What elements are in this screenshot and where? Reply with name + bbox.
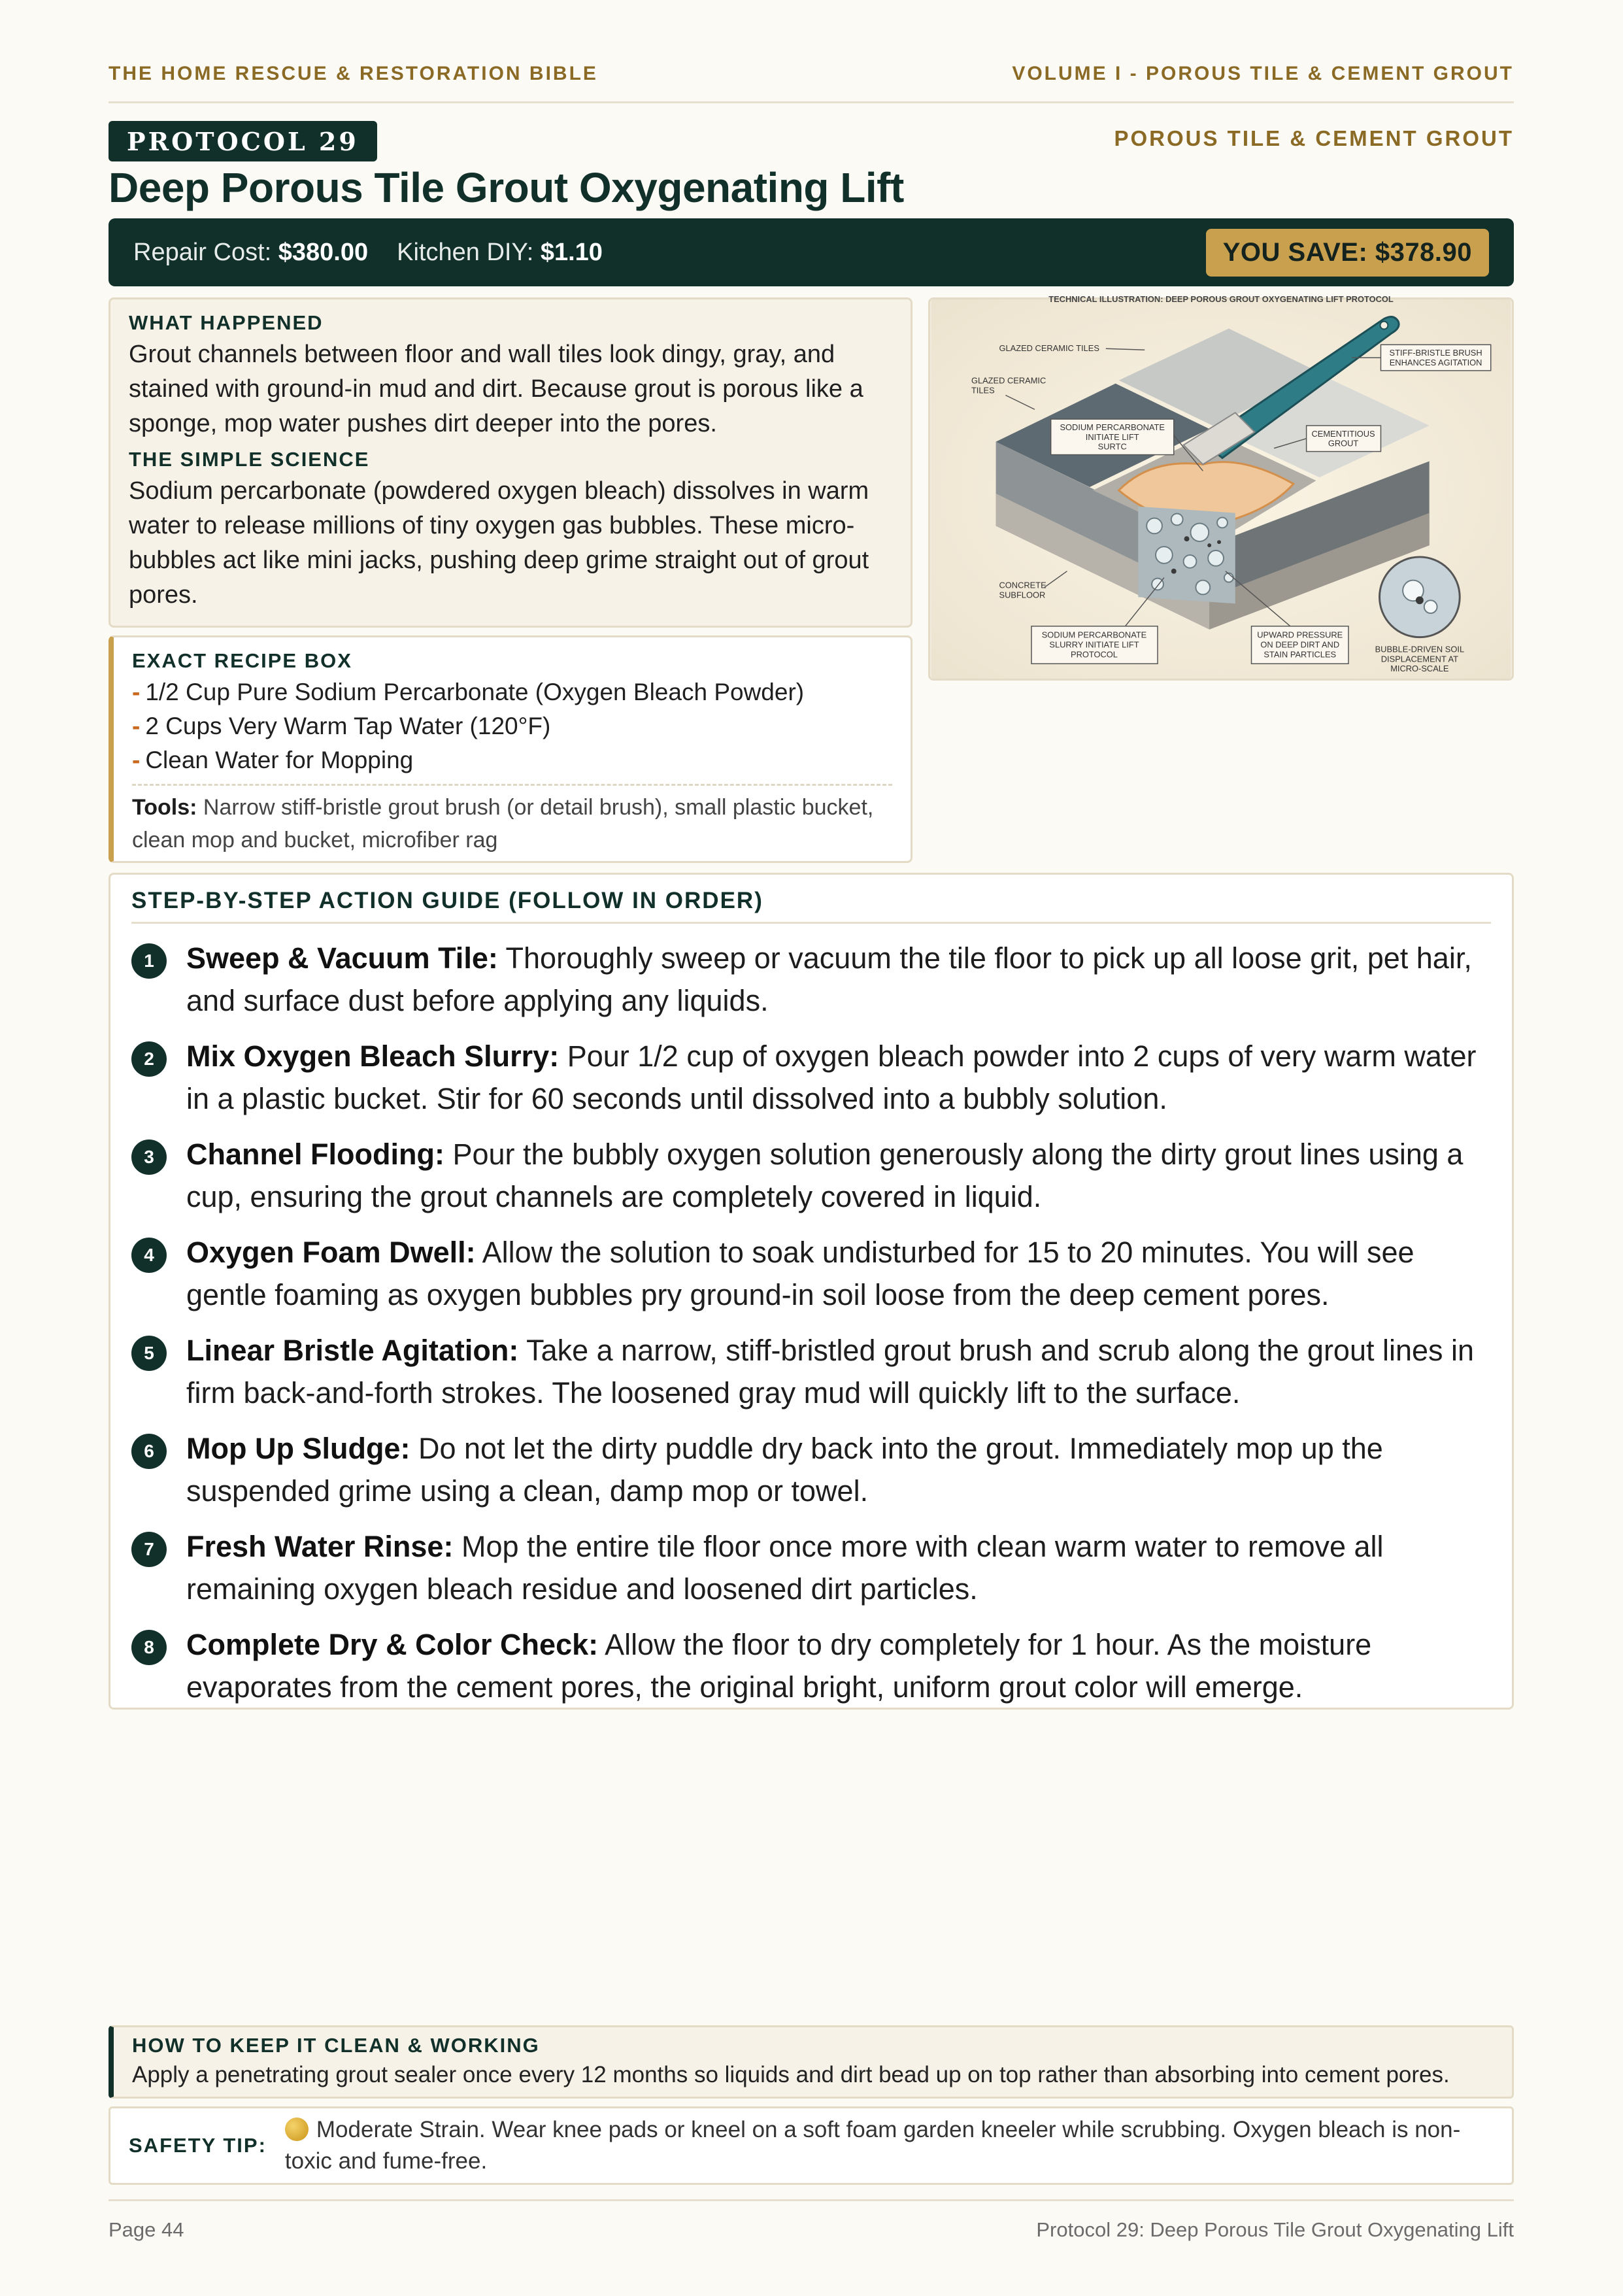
step-text: Thoroughly sweep or vacuum the tile floor to pick up all loose grit, pet hair, and surface dust before applying any liquids. <box>186 941 1472 1017</box>
recipe-list <box>132 675 892 777</box>
recipe-label: EXACT RECIPE BOX <box>132 649 352 672</box>
step-title: Mop Up Sludge: <box>186 1432 410 1465</box>
recipe-box <box>109 635 912 863</box>
step-title: Complete Dry & Color Check: <box>186 1628 599 1661</box>
step-number-badge: 5 <box>131 1336 167 1371</box>
svg-text:TILES: TILES <box>971 385 995 396</box>
cost-bar <box>109 218 1514 286</box>
tools-line <box>132 784 892 856</box>
volume-title: VOLUME I - POROUS TILE & CEMENT GROUT <box>1012 63 1514 84</box>
footer-reference: Protocol 29: Deep Porous Tile Grout Oxygenating Lift <box>1036 2218 1514 2241</box>
step-number-badge: 4 <box>131 1238 167 1273</box>
step-title: Linear Bristle Agitation: <box>186 1334 519 1367</box>
steps-title: STEP-BY-STEP ACTION GUIDE (FOLLOW IN ORDER) <box>131 888 1491 924</box>
page-title: Deep Porous Tile Grout Oxygenating Lift <box>109 164 904 211</box>
protocol-badge: PROTOCOL 29 <box>109 121 377 161</box>
svg-text:SLURRY INITIATE LIFT: SLURRY INITIATE LIFT <box>1049 639 1139 650</box>
diy-cost: Kitchen DIY: $1.10 <box>397 238 603 266</box>
what-happened-label: WHAT HAPPENED <box>129 311 324 334</box>
page-number: Page 44 <box>109 2218 184 2241</box>
recipe-item: - Clean Water for Mopping <box>132 747 414 773</box>
step-text: Allow the floor to dry completely for 1 hour. As the moisture evaporates from the cement pores, the original bright, uniform grout color will emerge. <box>186 1628 1372 1704</box>
step-item <box>131 1035 1491 1120</box>
maintenance-box <box>109 2025 1514 2099</box>
safety-text: Moderate Strain. Wear knee pads or kneel on a soft foam garden kneeler while scrubbing. Oxygen bleach is non-toxic and fume-free. <box>284 2117 1461 2174</box>
science-text: Sodium percarbonate (powdered oxygen bleach) dissolves in warm water to release millions of tiny oxygen gas bubbles. These micro-bubbles act like mini jacks, pushing deep grime straight out of grout pores. <box>129 477 869 609</box>
svg-text:CONCRETE: CONCRETE <box>999 580 1046 590</box>
savings-badge: YOU SAVE: $378.90 <box>1206 229 1489 277</box>
step-number-badge: 1 <box>131 943 167 979</box>
running-header <box>109 63 1514 103</box>
step-title: Oxygen Foam Dwell: <box>186 1236 476 1269</box>
svg-text:STIFF-BRISTLE BRUSH: STIFF-BRISTLE BRUSH <box>1389 348 1482 358</box>
step-item <box>131 1133 1491 1218</box>
step-text: Pour 1/2 cup of oxygen bleach powder into 2 cups of very warm water in a plastic bucket. Stir for 60 seconds until dissolved into a bubbly solution. <box>186 1039 1477 1115</box>
science-label: THE SIMPLE SCIENCE <box>129 448 370 471</box>
repair-cost-value: $380.00 <box>278 238 369 266</box>
step-title: Channel Flooding: <box>186 1138 444 1171</box>
running-footer <box>109 2199 1514 2242</box>
recipe-item: - 1/2 Cup Pure Sodium Percarbonate (Oxygen Bleach Powder) <box>132 679 805 705</box>
svg-text:SURTC: SURTC <box>1097 441 1127 452</box>
svg-text:SODIUM PERCARBONATE: SODIUM PERCARBONATE <box>1041 630 1147 640</box>
step-number-badge: 8 <box>131 1630 167 1665</box>
step-item <box>131 1623 1491 1708</box>
step-number-badge: 7 <box>131 1532 167 1567</box>
svg-text:SUBFLOOR: SUBFLOOR <box>999 590 1046 600</box>
svg-text:GLAZED CERAMIC: GLAZED CERAMIC <box>971 375 1046 386</box>
svg-text:CEMENTITIOUS: CEMENTITIOUS <box>1311 428 1375 439</box>
step-title: Mix Oxygen Bleach Slurry: <box>186 1039 560 1073</box>
page <box>109 0 1514 2296</box>
svg-text:UPWARD PRESSURE: UPWARD PRESSURE <box>1257 630 1343 640</box>
tools-label: Tools: <box>132 795 197 820</box>
info-box <box>109 297 912 628</box>
label-glazed-tiles: GLAZED CERAMIC TILES <box>999 343 1099 354</box>
step-number-badge: 3 <box>131 1140 167 1175</box>
recipe-item: - 2 Cups Very Warm Tap Water (120°F) <box>132 713 551 739</box>
svg-text:PROTOCOL: PROTOCOL <box>1071 649 1118 660</box>
safety-box <box>109 2106 1514 2185</box>
svg-text:ON DEEP DIRT AND: ON DEEP DIRT AND <box>1260 639 1340 650</box>
protocol-category: POROUS TILE & CEMENT GROUT <box>1114 126 1514 150</box>
book-title: THE HOME RESCUE & RESTORATION BIBLE <box>109 63 598 84</box>
tools-text: Narrow stiff-bristle grout brush (or detail brush), small plastic bucket, clean mop and bucket, microfiber rag <box>132 795 874 853</box>
step-item <box>131 1427 1491 1512</box>
step-text: Pour the bubbly oxygen solution generously along the dirty grout lines using a cup, ensuring the grout channels are completely covered in liquid. <box>186 1138 1464 1213</box>
yellow-dot-icon <box>285 2118 309 2141</box>
svg-text:ENHANCES AGITATION: ENHANCES AGITATION <box>1389 357 1482 367</box>
maintenance-label: HOW TO KEEP IT CLEAN & WORKING <box>132 2034 540 2057</box>
step-number-badge: 6 <box>131 1434 167 1469</box>
svg-text:MICRO-SCALE: MICRO-SCALE <box>1390 664 1449 674</box>
steps-box <box>109 873 1514 1710</box>
maintenance-text: Apply a penetrating grout sealer once every 12 months so liquids and dirt bead up on top rather than absorbing into cement pores. <box>132 2062 1450 2087</box>
step-text: Do not let the dirty puddle dry back into the grout. Immediately mop up the suspended grime using a clean, damp mop or towel. <box>186 1432 1383 1508</box>
safety-label: SAFETY TIP: <box>129 2134 267 2157</box>
step-item <box>131 1329 1491 1414</box>
grout-cross-section-illustration <box>930 294 1512 679</box>
step-title: Fresh Water Rinse: <box>186 1530 454 1563</box>
svg-text:STAIN PARTICLES: STAIN PARTICLES <box>1263 649 1337 660</box>
step-item <box>131 1525 1491 1610</box>
repair-cost: Repair Cost: $380.00 <box>133 238 369 266</box>
step-text: Mop the entire tile floor once more with clean warm water to remove all remaining oxygen bleach residue and loosened dirt particles. <box>186 1530 1384 1606</box>
step-item <box>131 1231 1491 1316</box>
svg-text:BUBBLE-DRIVEN SOIL: BUBBLE-DRIVEN SOIL <box>1375 644 1465 654</box>
step-text: Take a narrow, stiff-bristled grout brush and scrub along the grout lines in firm back-and-forth strokes. The loosened gray mud will quickly lift to the surface. <box>186 1334 1475 1410</box>
step-text: Allow the solution to soak undisturbed for 15 to 20 minutes. You will see gentle foaming as oxygen bubbles pry ground-in soil loose from the deep cement pores. <box>186 1236 1414 1311</box>
illus-header: TECHNICAL ILLUSTRATION: DEEP POROUS GROUT OXYGENATING LIFT PROTOCOL <box>1048 294 1394 304</box>
step-item <box>131 937 1491 1022</box>
step-number-badge: 2 <box>131 1041 167 1077</box>
diy-cost-value: $1.10 <box>540 238 603 266</box>
svg-text:DISPLACEMENT AT: DISPLACEMENT AT <box>1380 654 1458 664</box>
technical-illustration <box>928 294 1514 681</box>
what-happened-text: Grout channels between floor and wall tiles look dingy, gray, and stained with ground-in mud and dirt. Because grout is porous like a sponge, mop water pushes dirt deeper into the pores. <box>129 341 863 437</box>
svg-text:SODIUM PERCARBONATE: SODIUM PERCARBONATE <box>1060 422 1165 432</box>
svg-text:GROUT: GROUT <box>1328 438 1359 448</box>
svg-text:INITIATE LIFT: INITIATE LIFT <box>1085 431 1139 442</box>
step-title: Sweep & Vacuum Tile: <box>186 941 498 975</box>
